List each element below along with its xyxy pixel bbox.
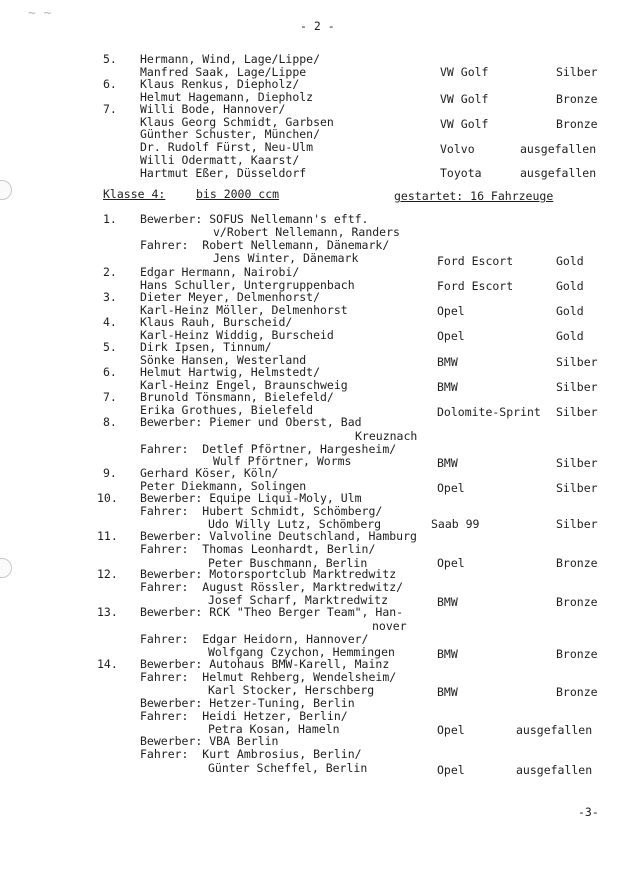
page-header: - 2 - <box>300 19 335 33</box>
entry-result: Silber <box>556 456 598 470</box>
entry-position: 3. <box>103 290 117 304</box>
started-count: gestartet: 16 Fahrzeuge <box>394 189 554 203</box>
entry-position: 1. <box>103 212 117 226</box>
entry-crew-line: Jens Winter, Dänemark <box>213 251 359 265</box>
entry-crew-line: Manfred Saak, Lage/Lippe <box>140 65 307 79</box>
entry-car: Ford Escort <box>437 279 514 293</box>
entry-position: 13. <box>97 605 118 619</box>
entry-crew-line: Wulf Pförtner, Worms <box>213 454 352 468</box>
entry-crew-line: Fahrer: August Rössler, Marktredwitz/ <box>140 580 404 594</box>
entry-result: Bronze <box>556 685 598 699</box>
entry-result: ausgefallen <box>520 142 597 156</box>
entry-crew-line: Bewerber: Valvoline Deutschland, Hamburg <box>140 529 417 543</box>
entry-crew-line: Brunold Tönsmann, Bielefeld/ <box>140 390 334 404</box>
entry-crew-line: v/Robert Nellemann, Randers <box>213 225 400 239</box>
entry-position: 10. <box>97 491 118 505</box>
entry-crew-line: Udo Willy Lutz, Schömberg <box>208 517 382 531</box>
entry-crew-line: Willi Odermatt, Kaarst/ <box>140 153 300 167</box>
entry-crew-line: Fahrer: Heidi Hetzer, Berlin/ <box>140 709 348 723</box>
entry-crew-line: Fahrer: Helmut Rehberg, Wendelsheim/ <box>140 670 397 684</box>
entry-result: Silber <box>556 355 598 369</box>
entry-position: 6. <box>103 77 117 91</box>
entry-position: 5. <box>103 340 117 354</box>
entry-crew-line: Fahrer: Detlef Pförtner, Hargesheim/ <box>140 442 397 456</box>
entry-crew-line: Fahrer: Kurt Ambrosius, Berlin/ <box>140 747 362 761</box>
entry-car: BMW <box>437 685 458 699</box>
entry-crew-line: Fahrer: Edgar Heidorn, Hannover/ <box>140 632 369 646</box>
entry-crew-line: Bewerber: Motorsportclub Marktredwitz <box>140 567 397 581</box>
entry-result: Bronze <box>556 117 598 131</box>
entry-crew-line: Klaus Georg Schmidt, Garbsen <box>140 115 334 129</box>
entry-position: 2. <box>103 265 117 279</box>
entry-result: Bronze <box>556 556 598 570</box>
entry-crew-line: Dirk Ipsen, Tinnum/ <box>140 340 272 354</box>
entry-crew-line: Josef Scharf, Marktredwitz <box>208 593 389 607</box>
entry-crew-line: Günter Scheffel, Berlin <box>208 761 368 775</box>
entry-result: ausgefallen <box>520 166 597 180</box>
entry-position: 6. <box>103 365 117 379</box>
entry-crew-line: Petra Kosan, Hameln <box>208 722 340 736</box>
entry-position: 8. <box>103 415 117 429</box>
entry-car: Saab 99 <box>431 517 480 531</box>
entry-position: 7. <box>103 102 117 116</box>
punch-hole-top <box>0 180 12 200</box>
entry-crew-line: Peter Diekmann, Solingen <box>140 479 307 493</box>
entry-result: ausgefallen <box>516 763 593 777</box>
entry-car: BMW <box>437 595 458 609</box>
entry-crew-line: Bewerber: SOFUS Nellemann's eftf. <box>140 212 369 226</box>
entry-car: Opel <box>437 481 465 495</box>
entry-crew-line: Fahrer: Robert Nellemann, Dänemark/ <box>140 238 390 252</box>
entry-crew-line: Karl-Heinz Möller, Delmenhorst <box>140 303 348 317</box>
entry-car: Volvo <box>440 142 475 156</box>
entry-crew-line: Fahrer: Thomas Leonhardt, Berlin/ <box>140 542 376 556</box>
entry-car: VW Golf <box>440 117 489 131</box>
entry-crew-line: Karl-Heinz Widdig, Burscheid <box>140 328 334 342</box>
entry-crew-line: Bewerber: Piemer und Oberst, Bad <box>140 415 362 429</box>
entry-car: Opel <box>437 723 465 737</box>
entry-crew-line: Hans Schuller, Untergruppenbach <box>140 278 355 292</box>
entry-result: Silber <box>556 380 598 394</box>
class-displacement: bis 2000 ccm <box>196 187 280 201</box>
entry-car: Ford Escort <box>437 254 514 268</box>
entry-car: BMW <box>437 456 458 470</box>
class-label: Klasse 4: <box>103 187 166 201</box>
entry-crew-line: Gerhard Köser, Köln/ <box>140 466 279 480</box>
entry-crew-line: nover <box>372 619 407 633</box>
entry-crew-line: Dieter Meyer, Delmenhorst/ <box>140 290 321 304</box>
entry-car: BMW <box>437 355 458 369</box>
entry-crew-line: Kreuznach <box>355 429 418 443</box>
entry-result: Bronze <box>556 595 598 609</box>
entry-crew-line: Bewerber: Autohaus BMW-Karell, Mainz <box>140 657 390 671</box>
entry-crew-line: Bewerber: Hetzer-Tuning, Berlin <box>140 696 355 710</box>
entry-car: BMW <box>437 647 458 661</box>
entry-crew-line: Hartmut Eßer, Düsseldorf <box>140 166 307 180</box>
entry-result: Silber <box>556 405 598 419</box>
entry-car: BMW <box>437 380 458 394</box>
entry-result: Silber <box>556 481 598 495</box>
entry-position: 5. <box>103 52 117 66</box>
entry-crew-line: Wolfgang Czychon, Hemmingen <box>208 645 395 659</box>
entry-car: Opel <box>437 304 465 318</box>
entry-result: Gold <box>556 304 584 318</box>
entry-result: Silber <box>556 65 598 79</box>
entry-crew-line: Helmut Hagemann, Diepholz <box>140 90 314 104</box>
entry-crew-line: Edgar Hermann, Nairobi/ <box>140 265 300 279</box>
entry-crew-line: Fahrer: Hubert Schmidt, Schömberg/ <box>140 504 383 518</box>
entry-crew-line: Günther Schuster, München/ <box>140 127 321 141</box>
entry-result: Gold <box>556 254 584 268</box>
entry-position: 7. <box>103 390 117 404</box>
punch-hole-bottom <box>0 558 12 578</box>
entry-result: Silber <box>556 517 598 531</box>
entry-crew-line: Hermann, Wind, Lage/Lippe/ <box>140 52 321 66</box>
entry-crew-line: Bewerber: Equipe Liqui-Moly, Ulm <box>140 491 362 505</box>
page-footer: -3- <box>578 805 599 819</box>
entry-crew-line: Karl-Heinz Engel, Braunschweig <box>140 378 348 392</box>
entry-crew-line: Klaus Renkus, Diepholz/ <box>140 77 300 91</box>
entry-crew-line: Peter Buschmann, Berlin <box>208 556 368 570</box>
entry-crew-line: Willi Bode, Hannover/ <box>140 102 286 116</box>
entry-crew-line: Dr. Rudolf Fürst, Neu-Ulm <box>140 140 314 154</box>
ink-smudge: ~ ~ <box>28 6 52 21</box>
entry-car: Opel <box>437 329 465 343</box>
entry-crew-line: Sönke Hansen, Westerland <box>140 353 307 367</box>
entry-position: 4. <box>103 315 117 329</box>
entry-position: 12. <box>97 567 118 581</box>
entry-crew-line: Klaus Rauh, Burscheid/ <box>140 315 293 329</box>
entry-car: Dolomite-Sprint <box>437 405 541 419</box>
entry-result: Gold <box>556 329 584 343</box>
entry-position: 11. <box>97 529 118 543</box>
entry-crew-line: Karl Stocker, Herschberg <box>208 683 375 697</box>
entry-position: 14. <box>97 657 118 671</box>
entry-result: Gold <box>556 279 584 293</box>
entry-crew-line: Erika Grothues, Bielefeld <box>140 403 314 417</box>
entry-crew-line: Bewerber: RCK "Theo Berger Team", Han- <box>140 605 404 619</box>
entry-car: VW Golf <box>440 65 489 79</box>
entry-car: Opel <box>437 556 465 570</box>
entry-result: Bronze <box>556 92 598 106</box>
entry-result: Bronze <box>556 647 598 661</box>
entry-position: 9. <box>103 466 117 480</box>
entry-result: ausgefallen <box>516 723 593 737</box>
entry-car: Opel <box>437 763 465 777</box>
entry-crew-line: Bewerber: VBA Berlin <box>140 734 279 748</box>
entry-car: VW Golf <box>440 92 489 106</box>
entry-car: Toyota <box>440 166 482 180</box>
entry-crew-line: Helmut Hartwig, Helmstedt/ <box>140 365 321 379</box>
